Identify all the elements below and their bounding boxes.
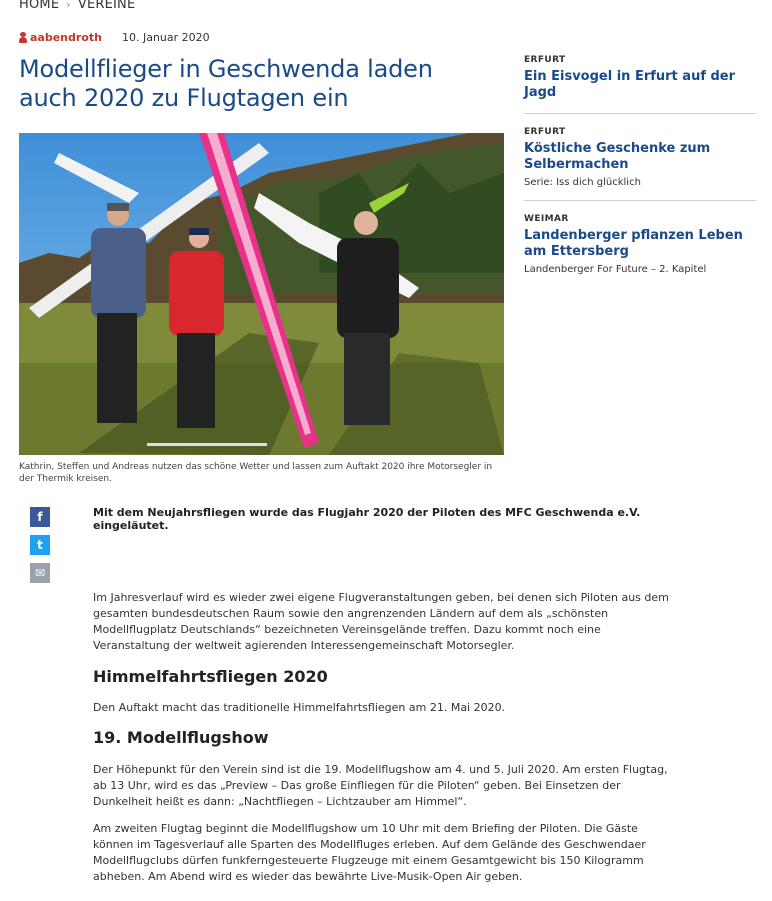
article-paragraph-2: Den Auftakt macht das traditionelle Himmelfahrtsfliegen am 21. Mai 2020. — [93, 701, 506, 714]
publish-date: 10. Januar 2020 — [121, 31, 210, 44]
related-article[interactable] — [524, 127, 756, 201]
article-paragraph-1: Im Jahresverlauf wird es wieder zwei eigene Flugveranstaltungen geben, bei denen sich Piloten aus dem gesamten bundesdeutschen Raum sowie den angrenzenden Ländern auf dem als „schönsten Modellflugplatz Deutschlands“ bezeichneten Vereinsgelände treffen. Dazu kommt noch eine Veranstaltung der weltweit agierenden Interessengemeinschaft Motorsegler. — [93, 591, 669, 652]
chevron-right-icon: › — [66, 0, 71, 11]
photo-illustration — [19, 133, 504, 455]
related-article-title[interactable]: Ein Eisvogel in Erfurt auf der Jagd — [524, 69, 736, 100]
article-meta — [19, 31, 210, 44]
article-paragraph-3: Der Höhepunkt für den Verein sind ist die 19. Modellflugshow am 4. und 5. Juli 2020. Am ersten Flugtag, ab 13 Uhr, wird es das „Preview – Das große Einfliegen für die Piloten“ geben. Bei Einsetzen der Dunkelheit heißt es dann: „Nachtfliegen – Lichtzauber am Himmel“. — [93, 763, 668, 808]
related-article[interactable] — [524, 214, 756, 287]
mail-icon: ✉ — [34, 566, 46, 580]
breadcrumb-section[interactable]: VEREINE — [77, 0, 136, 12]
photo-caption: Kathrin, Steffen und Andreas nutzen das schöne Wetter und lassen zum Auftakt 2020 ihre Motorsegler in der Thermik kreisen. — [19, 462, 493, 484]
twitter-icon: t — [37, 538, 43, 552]
article-paragraph-4: Am zweiten Flugtag beginnt die Modellflugshow um 10 Uhr mit dem Briefing der Piloten. Die Gäste können im Tagesverlauf alle Sparten des Modellfluges erleben. Auf dem Gelände des Geschwendaer Modellflugclubs dürfen funkferngesteuerte Flugzeuge mit einem Gesamtgewicht bis 150 Kilogramm abheben. Am Abend wird es wieder das bewährte Live-Musik-Open Air geben. — [93, 822, 646, 883]
related-article-title[interactable]: Köstliche Geschenke zum Selbermachen — [524, 141, 711, 172]
article-lead: Mit dem Neujahrsfliegen wurde das Flugjahr 2020 der Piloten des MFC Geschwenda e.V. eingeläutet. — [93, 506, 641, 532]
share-mail-button[interactable] — [30, 563, 50, 583]
related-article-kicker: ERFURT — [524, 127, 566, 137]
related-article-title[interactable]: Landenberger pflanzen Leben am Ettersberg — [524, 228, 743, 259]
related-article-kicker: ERFURT — [524, 55, 566, 65]
share-facebook-button[interactable] — [30, 507, 50, 527]
related-article-subtitle: Serie: Iss dich glücklich — [524, 177, 641, 188]
section-heading-himmelfahrt: Himmelfahrtsfliegen 2020 — [93, 667, 328, 686]
author-link[interactable] — [19, 31, 102, 44]
section-heading-modellflugshow: 19. Modellflugshow — [93, 728, 269, 747]
article-photo[interactable] — [19, 133, 504, 455]
related-article-subtitle: Landenberger For Future – 2. Kapitel — [524, 264, 707, 275]
facebook-icon: f — [37, 510, 43, 524]
related-article[interactable] — [524, 55, 756, 114]
breadcrumb — [19, 0, 135, 12]
breadcrumb-home[interactable]: HOME — [19, 0, 60, 12]
user-icon — [19, 32, 27, 43]
related-articles-sidebar — [524, 55, 756, 300]
related-article-kicker: WEIMAR — [524, 214, 569, 224]
share-twitter-button[interactable] — [30, 535, 50, 555]
article-title: Modellflieger in Geschwenda laden auch 2020 zu Flugtagen ein — [19, 55, 433, 112]
author-name: aabendroth — [30, 31, 102, 44]
